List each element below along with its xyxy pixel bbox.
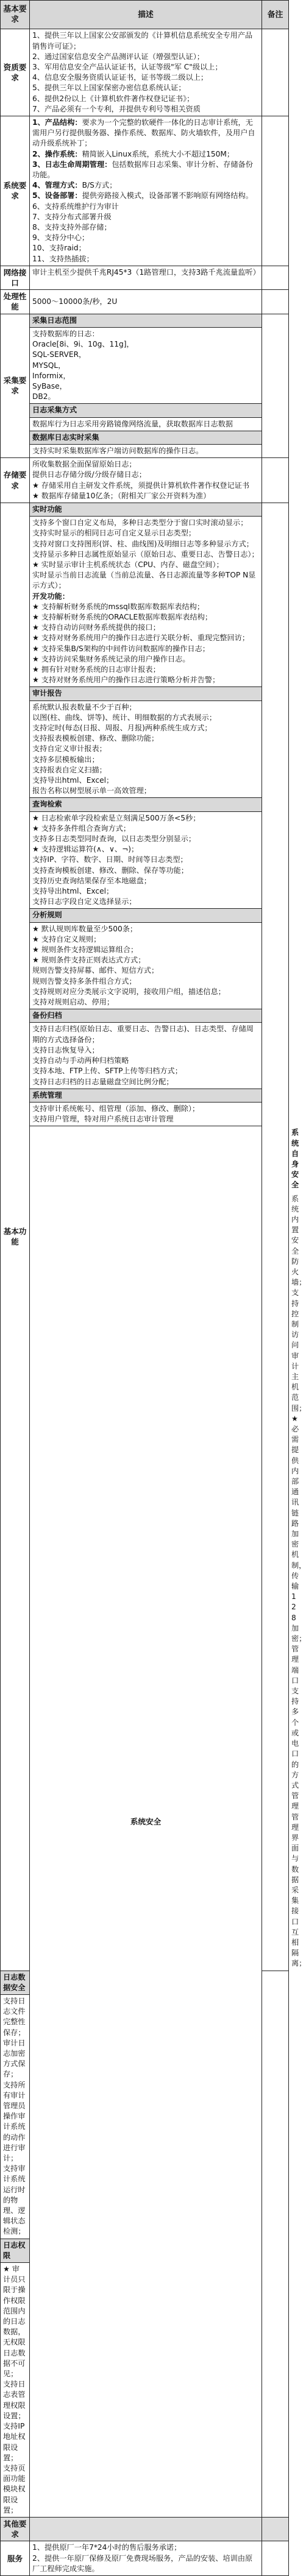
list-item: 支持规则对应分类展示文字说明，接收用户组，描述信息；	[32, 987, 226, 996]
list-item: ★ 实时显示审计主机系统状态（CPU、内存、磁盘空间）；	[32, 560, 224, 569]
qualification-row	[1, 29, 289, 116]
functions-row-realtime-title	[1, 503, 289, 516]
remarks-cell	[262, 2541, 289, 2576]
collection-category: 采集要求	[1, 314, 30, 457]
header-remarks: 备注	[262, 1, 289, 29]
backup-description	[30, 1023, 262, 1089]
storage-description	[30, 458, 262, 503]
section-title: 采集日志范围	[30, 314, 262, 327]
list-item: 支持自定义审计报表；	[32, 744, 107, 753]
performance-category: 处理性能	[1, 290, 30, 314]
section-title: 日志数据安全	[1, 1971, 30, 1994]
list-item: ★ 支持多条件组合查询方式；	[32, 824, 131, 833]
functions-row-query	[1, 811, 289, 909]
remarks-cell	[262, 266, 289, 289]
table-header-row	[1, 1, 289, 29]
list-item: 9、支持分中心；	[32, 233, 90, 242]
remarks-cell	[262, 2517, 289, 2541]
performance-description: 5000～10000条/秒，2U	[30, 290, 262, 314]
storage-row	[1, 458, 289, 503]
list-item: 3、日志生命周期管理：包括数据库日志采集、审计分析、存储备份功能。	[32, 160, 253, 180]
list-item: Informix，	[32, 371, 71, 380]
list-item: ★ 拥有针对财务系统的日志审计报表；	[32, 665, 160, 674]
collection-row-4	[1, 417, 289, 431]
list-item: 支持多层模板输出；	[32, 755, 99, 764]
collection-row-1	[1, 314, 289, 327]
list-item: ★ 审计员只限于操作权限范围内的日志数据，无权限日志数据不可见；	[3, 2265, 26, 2379]
list-item: 4、管理方式：B/S方式；	[32, 181, 117, 190]
performance-row	[1, 290, 289, 314]
report-description	[30, 700, 262, 798]
security-row-self: 系统内置安全防火墙；支持控制访问审计主机范围； ★ 必需提供内部通讯链路加密机制，传输128加密； 管理端口支持多个或电口的方式管理 管理界面与数据采集接口互相隔离；	[291, 1194, 306, 1968]
list-item: ★ 日志检索单字段检索是立刻满足500万条<5秒；	[32, 813, 201, 822]
collection-realtime-text: 支持实时采集数据库客户端访问数据库的操作日志。	[30, 444, 262, 457]
service-category: 服务	[1, 2541, 30, 2576]
list-item: 支持页面功能模块权限设置；	[3, 2463, 26, 2514]
collection-row-5	[1, 431, 289, 444]
collection-row-3	[1, 404, 289, 417]
list-item: 支持自动与手动两种归档策略	[32, 1056, 129, 1065]
list-item: 5、提供三年以上国家保密办密信息系统认证；	[32, 83, 186, 93]
list-item: 实时显示当前日志流量（当前总流量、各日志源流量等多种TOP N显示方式）；	[32, 571, 256, 590]
list-item: ★ 默认规则库数量至少500条；	[32, 924, 138, 933]
list-item: 2、操作系统：精简嵌入Linux系统，系统大小不超过150M；	[32, 149, 235, 158]
remarks-cell	[262, 29, 289, 116]
list-item: 审计日志加密方式保存；	[3, 2038, 26, 2079]
section-title: 日志采集方式	[30, 404, 262, 417]
list-item: 支持历史查询结果保存至本地磁盘；	[32, 876, 151, 885]
list-item: 支持用户管理，特对用户系统日志审计管理	[32, 1115, 174, 1124]
list-item: 2、通过国家信息安全产品测评认证（增强型认证）；	[32, 52, 204, 61]
list-item: ★ 支持对财务系统用户的操作日志进行关联分析、重现完整回访；	[32, 633, 250, 643]
list-item: 支持查询模板创建、修改、删除、保存等功能；	[32, 866, 188, 875]
list-item: 支持数据库的日志：	[32, 329, 99, 338]
network-description: 审计主机至少提供千兆RJ45*3（1路管理口，支持3路千兆流量监听）	[30, 266, 262, 289]
list-item: 报告名称以树型展示单一高效管理；	[32, 786, 151, 796]
list-item: SQL-SERVER，	[32, 350, 87, 359]
functions-row-query-title	[1, 798, 289, 811]
list-item: 支持所有审计管理员操作审计系统的动作进行审计；	[3, 2080, 26, 2163]
list-item: 支持导出html、Excel；	[32, 887, 114, 896]
section-title: 实时功能	[30, 503, 262, 516]
list-item: 提供日志存储分级/分级存储日志；	[32, 470, 146, 479]
list-item: 系统默认报表数量不少于百种；	[32, 702, 137, 711]
list-item: 支持报表自定义扫描；	[32, 765, 107, 774]
list-item: Oracle[8i、9i、10g、11g]，	[32, 340, 134, 349]
list-item: 支持显示多种日志属性原始显示（原始日志、重要日志、告警日志）；	[32, 549, 259, 559]
list-item: 支持日志文件完整性保存；	[3, 1996, 26, 2037]
list-item: 支持多日志类型同时查询，以日志类型分别显示；	[32, 835, 196, 844]
list-item: SyBase，	[32, 381, 67, 390]
list-item: 支持导出html、Excel；	[32, 776, 114, 785]
list-item: 1、提供三年以上国家公安部颁发的《计算机信息系统安全专用产品销售许可证》；	[32, 31, 253, 51]
section-title: 日志权限	[1, 2239, 30, 2262]
analysis-description	[30, 922, 262, 1009]
list-item: 支持IP、字符、数字、日期、时间等日志类型；	[32, 855, 188, 864]
functions-row-report-title	[1, 687, 289, 700]
remarks-cell	[262, 116, 289, 266]
remarks-cell	[262, 314, 289, 457]
list-item: 1、提供原厂一年7*24小时的售后服务承诺；	[32, 2543, 182, 2552]
remarks-cell	[262, 290, 289, 314]
section-title: 系统管理	[30, 1089, 262, 1102]
list-item: 支持对窗口支持图形(饼、柱、曲线图)及明细日志等多种显示方式；	[32, 539, 254, 548]
security-row-self-title: 系统安全 系统自身安全	[1, 1126, 289, 1192]
functions-row-analysis	[1, 922, 289, 1009]
service-description	[30, 2541, 262, 2576]
list-item: 8、支持支持外部存储；	[32, 223, 112, 232]
list-item: ★ 规则条件支持正则表达式方式；	[32, 956, 146, 965]
list-item: ★ 规则条件支持逻辑运算组合；	[32, 945, 138, 955]
list-item: MYSQL，	[32, 361, 66, 370]
section-title: 分析规则	[30, 909, 262, 922]
service-row	[1, 2541, 289, 2576]
functions-row-analysis-title	[1, 909, 289, 922]
network-category: 网络接口	[1, 266, 30, 289]
list-item: 支持日志表管理权限设置；	[3, 2380, 26, 2420]
list-item: ★ 支持对财务系统用户的操作日志进行策略分析并告警；	[32, 676, 220, 685]
list-item: ★ 支持解析财务系统的mssql数据库数据库表结构；	[32, 602, 205, 611]
list-item: 支持报表模板创建、修改、删除功能；	[32, 734, 159, 743]
section-title: 查询检索	[30, 798, 262, 811]
functions-row-realtime	[1, 517, 289, 687]
system-description	[30, 116, 262, 266]
list-item: 6、提供2份以上《计算机软件著作权登记证书》；	[32, 94, 194, 103]
qualification-description	[30, 29, 262, 116]
list-item: DB2。	[32, 392, 55, 401]
functions-row-backup	[1, 1023, 289, 1089]
list-item: ★ 数据库存储量10亿条；（附相关厂家公开资料为准）	[32, 491, 211, 500]
section-title: 数据库日志实时采集	[30, 431, 262, 444]
system-row	[1, 116, 289, 266]
list-item: 规则告警支持屏幕、邮件、短信方式；	[32, 966, 159, 975]
collection-method-text: 数据库行为日志采用旁路镜像网络流量，获取数据库日志数据	[30, 417, 262, 431]
collection-db-list	[30, 327, 262, 403]
functions-row-backup-title	[1, 1009, 289, 1023]
list-item: 10、支持raid；	[32, 244, 86, 253]
system-category: 系统要求	[1, 116, 30, 266]
list-item: 11、支持热插拔；	[32, 254, 94, 263]
list-item: 支持定时(每态(日报、周报、月报)两种系统生成方式；	[32, 724, 212, 732]
list-item: 规则告警支持多条件组合方式；	[32, 976, 137, 986]
list-item: ★ 支持自动访问财务系统提供的接口；	[32, 623, 160, 632]
list-item: 支持实时显示的相同日志可自定义显示日志类型；	[32, 529, 196, 538]
list-item: 5、设备部署：提供旁路接入模式，设备部署不影响原有网络结构。	[32, 191, 253, 200]
other-description	[30, 2517, 262, 2541]
list-item: ★ 支持逻辑运算符(∧、∨、¬)；	[32, 845, 139, 854]
sysmgmt-description	[30, 1102, 262, 1126]
list-item: 7、支持分布式部署升级	[32, 212, 112, 221]
list-item: 以图(柱、曲线、饼等)、统计、明细数据的方式表展示；	[32, 713, 217, 722]
realtime-description	[30, 517, 262, 687]
header-basic-requirement: 基本要求	[1, 1, 30, 29]
functions-category: 基本功能	[1, 503, 30, 1971]
collection-row-2	[1, 327, 289, 403]
qualification-category: 资质要求	[1, 29, 30, 116]
list-item: ★ 支持采集B/S架构的中间件访问数据库的操作日志；	[32, 644, 210, 653]
permission-description	[1, 2263, 30, 2518]
list-item: 支持日志归档的日志量磁盘空间比例分配；	[32, 1077, 174, 1086]
list-item: 所收集数据全面保留原始日志；	[32, 460, 137, 469]
dev-subtitle: 开发功能：	[32, 591, 69, 601]
other-category: 其他要求	[1, 2517, 30, 2541]
list-item: 支持审计系统帐号、组管理（添加、修改、删除）；	[32, 1104, 200, 1113]
list-item: ★ 存储采用自主研发文件系统，须提供计算机软件著作权登记证书	[32, 481, 250, 490]
list-item: 1、产品结构：要求为一个完整的软硬件一体化的日志审计系统，无需用户另行提供服务器、操作系统、数据库、防火墙软件，及用户自动升级系统补丁；	[32, 118, 255, 148]
network-row	[1, 266, 289, 289]
other-row	[1, 2517, 289, 2541]
collection-row-6	[1, 444, 289, 457]
functions-row-sysmgmt	[1, 1102, 289, 1126]
list-item: ★ 支持访问采集财务系统记录的用户操作日志。	[32, 654, 190, 663]
list-item: 支持IP地址权限设置；	[3, 2422, 26, 2462]
list-item: 2、提供一年原厂保修及原厂免费现场服务，产品的安装、培训由原厂工程师完成实施。	[32, 2553, 253, 2573]
list-item: 支持日志归档(原始日志、重要日志、告警日志)、日志类型、存储周期的方式选择备份；	[32, 1025, 254, 1044]
remarks-cell	[262, 503, 289, 1971]
list-item: 支持日志字段自定义选择显示；	[32, 897, 137, 906]
list-item: 支持审计系统运行时的物理、逻辑状态检测；	[3, 2164, 26, 2236]
list-item: 支持日志恢复导入；	[32, 1045, 99, 1054]
functions-row-report	[1, 700, 289, 798]
functions-row-sysmgmt-title	[1, 1089, 289, 1102]
section-title: 审计报告	[30, 687, 262, 700]
remarks-cell	[262, 458, 289, 503]
list-item: 7、产品必须有一个专利，并提供专利号等相关资质	[32, 104, 201, 113]
security-category: 系统安全	[30, 1126, 262, 2518]
list-item: 支持本地、FTP上传、SFTP上传等归档方式；	[32, 1067, 182, 1076]
list-item: 支持多个窗口自定义布局，多种日志类型分于窗口实时滚动显示；	[32, 518, 248, 528]
query-description	[30, 811, 262, 909]
list-item: 支持对规则启动、停用；	[32, 998, 115, 1007]
list-item: 4、信息安全服务资质认证证书，证书等级二级以上；	[32, 73, 208, 82]
section-title: 备份归档	[30, 1009, 262, 1023]
list-item: 6、支持系统维护行为审计	[32, 202, 119, 211]
header-description: 描述	[30, 1, 262, 29]
list-item: 3、军用信息安全产品认证证书，认证等级"军 C"级以上；	[32, 63, 222, 72]
storage-category: 存储要求	[1, 458, 30, 503]
data-security-description	[1, 1994, 30, 2239]
list-item: ★ 支持解析财务系统的ORACLE数据库数据库表结构；	[32, 612, 213, 621]
list-item: ★ 支持自定义规则；	[32, 934, 101, 944]
